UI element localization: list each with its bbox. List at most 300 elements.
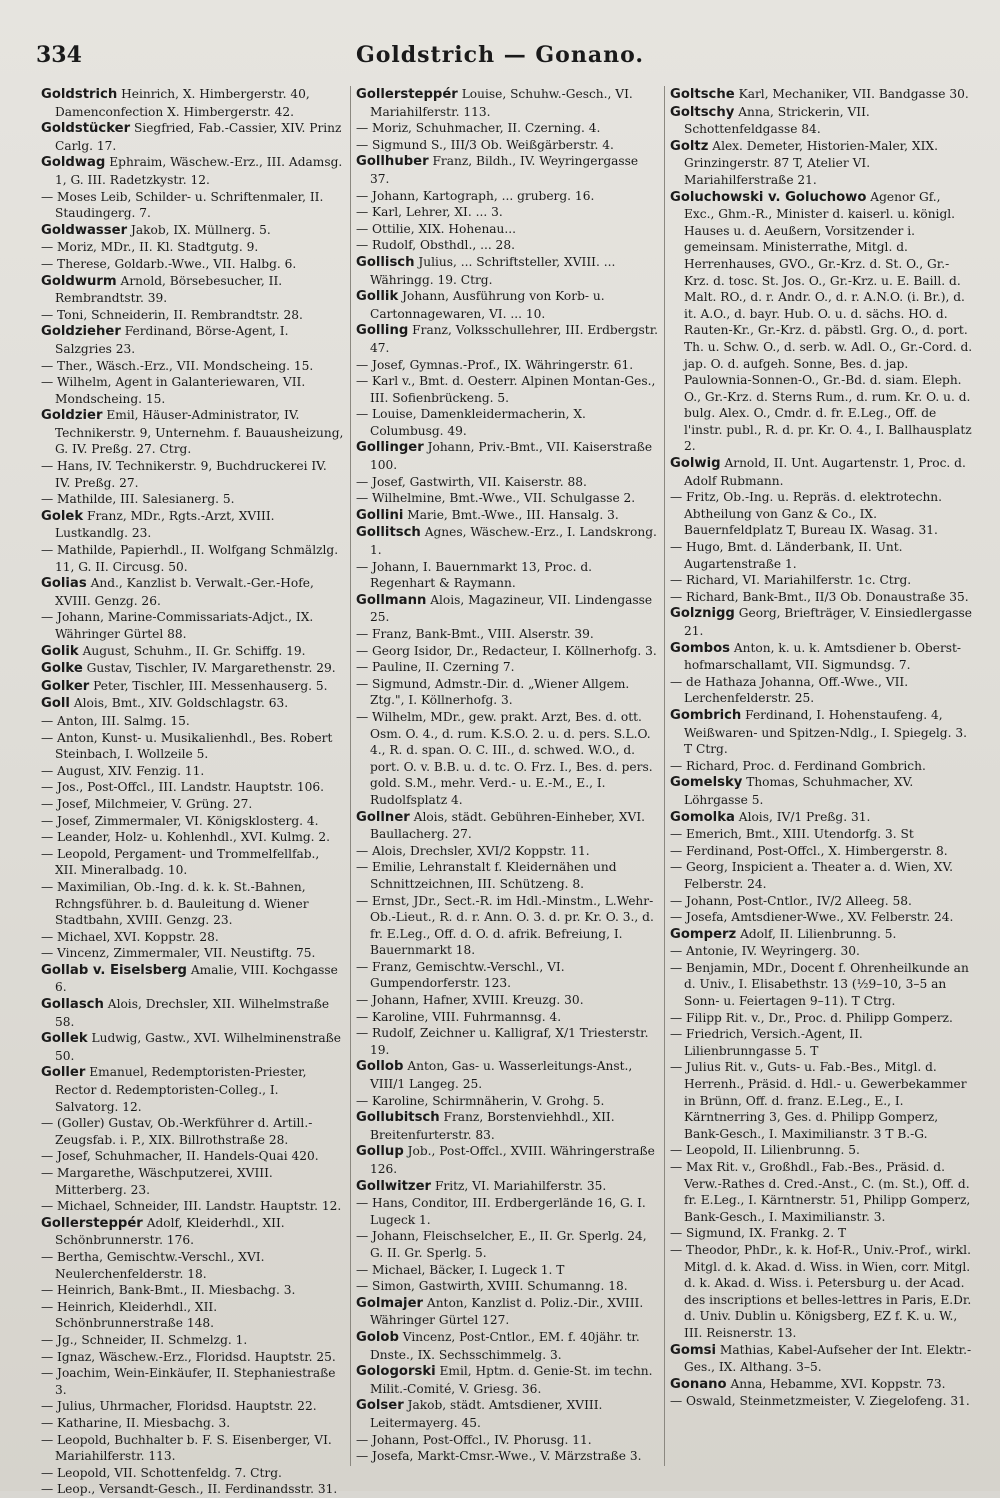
directory-entry	[356, 559, 659, 592]
directory-entry	[356, 1397, 659, 1431]
directory-entry	[670, 758, 973, 775]
entry-surname: Golmajer	[356, 1295, 424, 1311]
entry-details: — Filipp Rit. v., Dr., Proc. d. Philipp Gomperz.	[670, 1010, 953, 1025]
directory-entry	[41, 779, 345, 796]
entry-details: — Johann, Marine-Commissariats-Adjct., IX. Währinger Gürtel 88.	[41, 610, 314, 641]
entry-surname: Gollitsch	[356, 525, 421, 541]
directory-entry	[670, 1376, 973, 1394]
entry-surname: Goll	[41, 696, 70, 712]
entry-details: — Toni, Schneiderin, II. Rembrandtstr. 28.	[41, 307, 303, 322]
page-title: Goldstrich — Gonano.	[355, 42, 645, 68]
directory-entry	[356, 1025, 659, 1058]
entry-surname: Golik	[41, 643, 79, 659]
entry-surname: Golke	[41, 661, 83, 677]
directory-entry	[356, 86, 659, 120]
directory-entry	[41, 796, 345, 813]
directory-entry	[356, 322, 659, 356]
entry-surname: Gollab v. Eiselsberg	[41, 962, 187, 978]
directory-entry	[356, 221, 659, 238]
entry-details: — August, XIV. Fenzig. 11.	[41, 763, 205, 778]
directory-entry	[356, 643, 659, 660]
directory-entry	[41, 945, 345, 962]
directory-entry	[356, 1143, 659, 1177]
entry-details: Alois, IV/1 Preßg. 31.	[738, 809, 871, 824]
directory-entry	[356, 507, 659, 525]
entry-details: — Ther., Wäsch.-Erz., VII. Mondscheing. 15.	[41, 358, 314, 373]
entry-details: — Julius, Uhrmacher, Floridsd. Hauptstr. 22.	[41, 1399, 317, 1414]
entry-surname: Gombos	[670, 640, 730, 656]
entry-details: — Moses Leib, Schilder- u. Schriftenmaler, II. Staudingerg. 7.	[41, 189, 324, 221]
entry-details: — Julius Rit. v., Guts- u. Fab.-Bes., Mitgl. d. Herrenh., Präsid. d. Hdl.- u. Gewerbekammer in Brünn, Off. d. franz. E.Leg., E., I. Kärntnerring 3, Ges. d. Philipp Gomperz, Bank-Gesch., I. Maximilianstr. 3 T B.-G.	[670, 1060, 967, 1141]
directory-entry	[41, 1249, 345, 1282]
entry-details: — Josefa, Markt-Cmsr.-Wwe., V. Märzstraße 3.	[356, 1449, 642, 1464]
directory-entry	[356, 1278, 659, 1295]
entry-details: — Richard, VI. Mariahilferstr. 1c. Ctrg.	[670, 573, 912, 588]
entry-details: — Friedrich, Versich.-Agent, II. Lilienbrunngasse 5. T	[670, 1027, 863, 1058]
directory-entry	[356, 1178, 659, 1196]
entry-details: — Rudolf, Zeichner u. Kalligraf, X/1 Triesterstr. 19.	[356, 1026, 649, 1057]
entry-details: — Mathilde, III. Salesianerg. 5.	[41, 492, 235, 507]
directory-entry	[670, 843, 973, 860]
entry-surname: Gollersteppér	[356, 87, 458, 102]
entry-details: — Wilhelm, MDr., gew. prakt. Arzt, Bes. d. ott. Osm. O. 4., d. rum. K.S.O. 2. u. d. pers. S.L.O. 4., R. d. span. O. C. III., d. schwed. W.O., d. port. O. v. B.B. u. d. tc. O. Frz. I., Bes. d. pers. gold. S.M., mehr. Verd.- u. E.-M., E., I. Rudolfsplatz 4.	[356, 709, 653, 807]
directory-entry	[41, 678, 345, 696]
directory-entry	[41, 189, 345, 222]
entry-details: Fritz, VI. Mariahilferstr. 35.	[434, 1178, 607, 1193]
directory-entry	[41, 829, 345, 846]
directory-entry	[41, 374, 345, 407]
directory-entry	[670, 1225, 973, 1242]
entry-details: Adolf, Kleiderhdl., XII. Schönbrunnerstr. 176.	[55, 1215, 285, 1248]
directory-entry	[41, 1365, 345, 1398]
entry-details: Emanuel, Redemptoristen-Priester, Rector d. Redemptoristen-Colleg., I. Salvatorg. 12.	[55, 1065, 307, 1114]
entry-details: — Richard, Proc. d. Ferdinand Gombrich.	[670, 758, 926, 773]
directory-entry	[670, 640, 973, 674]
entry-details: Anton, Kanzlist d. Poliz.-Dir., XVIII. Währinger Gürtel 127.	[370, 1295, 644, 1328]
entry-details: Alois, Magazineur, VII. Lindengasse 25.	[370, 592, 653, 625]
directory-entry	[356, 188, 659, 205]
entry-surname: Golwig	[670, 456, 721, 472]
entry-details: — Johann, Hafner, XVIII. Kreuzg. 30.	[356, 993, 584, 1008]
entry-details: — Leopold, Pergament- und Trommelfellfab., XII. Mineralbadg. 10.	[41, 846, 320, 878]
entry-surname: Gollek	[41, 1031, 88, 1047]
directory-entry	[670, 539, 973, 572]
directory-entry	[41, 120, 345, 154]
entry-surname: Gollersteppér	[41, 1215, 143, 1231]
directory-entry	[41, 1332, 345, 1349]
directory-entry	[41, 1349, 345, 1366]
entry-details: August, Schuhm., II. Gr. Schiffg. 19.	[82, 643, 306, 658]
directory-entry	[41, 1148, 345, 1165]
entry-details: — Leopold, Buchhalter b. F. S. Eisenberger, VI. Mariahilferstr. 113.	[41, 1432, 332, 1464]
entry-surname: Golser	[356, 1398, 404, 1414]
directory-entry	[670, 909, 973, 926]
directory-entry	[356, 406, 659, 439]
entry-details: — Franz, Gemischtw.-Verschl., VI. Gumpendorferstr. 123.	[356, 959, 565, 991]
entry-surname: Gomelsky	[670, 775, 743, 791]
directory-entry	[356, 237, 659, 254]
directory-entry	[356, 992, 659, 1009]
entry-surname: Gollik	[356, 289, 399, 305]
entry-details: — Margarethe, Wäschputzerei, XVIII. Mitterberg. 23.	[41, 1166, 273, 1197]
directory-entry	[41, 1198, 345, 1215]
directory-entry	[41, 458, 345, 491]
entry-surname: Gollasch	[41, 997, 104, 1013]
directory-entry	[670, 489, 973, 539]
entry-surname: Goltz	[670, 138, 709, 154]
directory-entry	[41, 273, 345, 307]
entry-surname: Gologorski	[356, 1364, 436, 1380]
directory-entry	[670, 859, 973, 892]
entry-surname: Goldzieher	[41, 324, 121, 340]
page-number: 334	[36, 42, 82, 68]
entry-surname: Goldzier	[41, 408, 103, 424]
directory-entry	[670, 1010, 973, 1027]
directory-column-middle	[350, 86, 664, 1466]
entry-details: — Leop., Versandt-Gesch., II. Ferdinandsstr. 31.	[41, 1482, 338, 1497]
entry-details: — Josef, Gymnas.-Prof., IX. Währingerstr. 61.	[356, 357, 634, 372]
entry-details: — Karl, Lehrer, XI. ... 3.	[356, 205, 503, 220]
entry-details: Arnold, Börsebesucher, II. Rembrandtstr. 39.	[55, 273, 283, 306]
entry-surname: Goldwurm	[41, 273, 117, 289]
entry-details: — Emilie, Lehranstalt f. Kleidernähen und Schnittzeichnen, III. Schützeng. 8.	[356, 860, 617, 891]
directory-entry	[41, 713, 345, 730]
entry-surname: Golek	[41, 508, 84, 524]
entry-details: Adolf, II. Lilienbrunng. 5.	[740, 926, 897, 941]
directory-entry	[41, 763, 345, 780]
directory-entry	[670, 104, 973, 138]
directory-entry	[41, 695, 345, 713]
entry-details: — Therese, Goldarb.-Wwe., VII. Halbg. 6.	[41, 256, 297, 271]
entry-details: — Josef, Milchmeier, V. Grüng. 27.	[41, 796, 253, 811]
entry-details: — Ignaz, Wäschew.-Erz., Floridsd. Hauptstr. 25.	[41, 1349, 336, 1364]
entry-details: Franz, Borstenviehhdl., XII. Breitenfurterstr. 83.	[370, 1110, 615, 1142]
entry-details: — Joachim, Wein-Einkäufer, II. Stephaniestraße 3.	[41, 1366, 336, 1397]
directory-entry	[41, 542, 345, 575]
entry-surname: Goldstücker	[41, 121, 131, 137]
entry-details: — Richard, Bank-Bmt., II/3 Ob. Donaustraße 35.	[670, 589, 969, 604]
directory-entry	[41, 239, 345, 256]
entry-details: Anton, k. u. k. Amtsdiener b. Oberst-hofmarschallamt, VII. Sigmundsg. 7.	[684, 640, 962, 673]
entry-details: — Pauline, II. Czerning 7.	[356, 660, 515, 675]
entry-details: — Georg, Inspicient a. Theater a. d. Wien, XV. Felberstr. 24.	[670, 860, 953, 891]
directory-entry	[41, 491, 345, 508]
directory-entry	[41, 508, 345, 542]
directory-entry	[356, 254, 659, 288]
entry-details: — Hans, IV. Technikerstr. 9, Buchdruckerei IV. IV. Preßg. 27.	[41, 459, 327, 490]
directory-entry	[41, 1030, 345, 1064]
entry-details: — Maximilian, Ob.-Ing. d. k. k. St.-Bahnen, Rchngsführer. b. d. Bauleitung d. Wiener Stadtbahn, XVIII. Genzg. 23.	[41, 879, 309, 928]
directory-entry	[670, 138, 973, 189]
directory-entry	[670, 589, 973, 606]
directory-entry	[41, 1165, 345, 1198]
directory-entry	[356, 626, 659, 643]
entry-surname: Golker	[41, 678, 90, 694]
directory-entry	[670, 1242, 973, 1342]
directory-entry	[670, 1159, 973, 1225]
directory-entry	[356, 676, 659, 709]
directory-entry	[41, 1282, 345, 1299]
entry-details: — Johann, Post-Cntlor., IV/2 Alleeg. 58.	[670, 893, 912, 908]
entry-details: Alois, Drechsler, XII. Wilhelmstraße 58.	[55, 997, 330, 1029]
entry-details: — Karl v., Bmt. d. Oesterr. Alpinen Montan-Ges., III. Sofienbrückeng. 5.	[356, 374, 656, 405]
entry-details: — Bertha, Gemischtw.-Verschl., XVI. Neulerchenfelderstr. 18.	[41, 1249, 265, 1281]
entry-surname: Gollner	[356, 809, 410, 825]
directory-entry	[41, 660, 345, 678]
directory-entry	[41, 846, 345, 879]
directory-entry	[356, 120, 659, 137]
entry-details: Anna, Strickerin, VII. Schottenfeldgasse 84.	[684, 104, 870, 137]
entry-details: — Antonie, IV. Weyringerg. 30.	[670, 944, 860, 959]
directory-entry	[41, 813, 345, 830]
directory-entry	[41, 609, 345, 642]
entry-details: — Rudolf, Obsthdl., ... 28.	[356, 238, 515, 253]
directory-entry	[356, 959, 659, 992]
directory-entry	[356, 137, 659, 154]
directory-entry	[356, 1195, 659, 1228]
entry-details: Ferdinand, I. Hohenstaufeng. 4, Weißwaren- und Spitzen-Ndlg., I. Spiegelg. 3. T Ctrg.	[684, 707, 967, 757]
directory-entry	[356, 1363, 659, 1397]
entry-details: — Sigmund, Admstr.-Dir. d. „Wiener Allgem. Ztg.", I. Köllnerhofg. 3.	[356, 676, 630, 708]
entry-surname: Golznigg	[670, 606, 735, 622]
entry-details: Louise, Schuhw.-Gesch., VI. Mariahilferstr. 113.	[370, 87, 633, 119]
entry-details: Siegfried, Fab.-Cassier, XIV. Prinz Carlg. 17.	[55, 121, 342, 153]
directory-entry	[356, 204, 659, 221]
directory-entry	[41, 1215, 345, 1249]
directory-entry	[670, 1059, 973, 1142]
entry-surname: Golob	[356, 1329, 399, 1345]
entry-details: — Josefa, Amtsdiener-Wwe., XV. Felberstr. 24.	[670, 910, 954, 925]
entry-details: — Karoline, Schirmnäherin, V. Grohg. 5.	[356, 1093, 605, 1108]
directory-entry	[670, 707, 973, 758]
directory-entry	[356, 474, 659, 491]
directory-entry	[41, 879, 345, 929]
directory-entry	[356, 1009, 659, 1026]
entry-details: Mathias, Kabel-Aufseher der Int. Elektr.-Ges., IX. Althang. 3–5.	[684, 1342, 972, 1375]
directory-entry	[41, 996, 345, 1030]
directory-entry	[41, 86, 345, 120]
entry-details: — Moriz, MDr., II. Kl. Stadtgutg. 9.	[41, 240, 259, 255]
directory-entry	[41, 307, 345, 324]
entry-details: Agenor Gf., Exc., Ghm.-R., Minister d. kaiserl. u. königl. Hauses u. d. Aeußern, Vorsitzender i. gemeinsam. Ministerrathe, Mitgl. d. Herrenhauses, GVO., Gr.-Krz. d. St. O., Gr.-Krz. d. tosc. St. Jos. O., Gr.-Krz. u. E. Baill. d. Malt. RO., d. r. Andr. O., d. r. A.N.O. (i. Br.), d. it. A.O., d. bayr. Hub. O. u. d. sächs. HO. d. Rauten-Kr., Gr.-Krz. d. päbstl. Grg. O., d. port. Th. u. Schw. O., d. serb. w. Adl. O., Gr.-Cord. d. jap. O. d. aufgeh. Sonne, Bes. d. jap. Paulownia-Sonnen-O., Gr.-Bd. d. siam. Eleph. O., Gr.-Krz. d. Sterns Rum., d. rum. Kr. O. u. d. bulg. Alex. O., Cmdr. d. fr. E.Leg., Off. de l'instr. publ., R. d. pr. Kr. O. 4., I. Ballhausplatz 2.	[684, 189, 973, 454]
directory-entry	[41, 1398, 345, 1415]
entry-details: — Georg Isidor, Dr., Redacteur, I. Köllnerhofg. 3.	[356, 643, 657, 658]
entry-details: Julius, ... Schriftsteller, XVIII. ... Währingg. 19. Ctrg.	[370, 254, 616, 287]
directory-entry	[41, 1064, 345, 1115]
directory-entry	[356, 1262, 659, 1279]
directory-entry	[670, 926, 973, 944]
directory-entry	[670, 1026, 973, 1059]
entry-details: Franz, MDr., Rgts.-Arzt, XVIII. Lustkandlg. 23.	[55, 508, 275, 541]
entry-surname: Goluchowski v. Goluchowo	[670, 189, 867, 205]
entry-details: — Alois, Drechsler, XVI/2 Koppstr. 11.	[356, 843, 590, 858]
entry-details: Jakob, IX. Müllnerg. 5.	[130, 222, 271, 237]
entry-details: Franz, Volksschullehrer, III. Erdbergstr. 47.	[370, 323, 659, 355]
directory-entry	[356, 859, 659, 892]
entry-surname: Gollinger	[356, 440, 424, 456]
entry-details: And., Kanzlist b. Verwalt.-Ger.-Hofe, XVIII. Genzg. 26.	[55, 576, 314, 608]
directory-entry	[41, 929, 345, 946]
directory-entry	[670, 189, 973, 456]
entry-details: Emil, Hptm. d. Genie-St. im techn. Milit.-Comité, V. Griesg. 36.	[370, 1364, 653, 1396]
entry-details: Anna, Hebamme, XVI. Koppstr. 73.	[730, 1376, 946, 1391]
entry-details: Alois, Bmt., XIV. Goldschlagstr. 63.	[73, 696, 289, 711]
entry-details: — Wilhelm, Agent in Galanteriewaren, VII. Mondscheing. 15.	[41, 375, 306, 406]
entry-details: — Michael, Schneider, III. Landstr. Hauptstr. 12.	[41, 1199, 342, 1214]
entry-details: Johann, Priv.-Bmt., VII. Kaiserstraße 100.	[370, 440, 653, 473]
entry-details: — Johann, Kartograph, ... gruberg. 16.	[356, 188, 595, 203]
entry-details: — Jg., Schneider, II. Schmelzg. 1.	[41, 1332, 248, 1347]
directory-entry	[356, 1058, 659, 1092]
entry-surname: Gollini	[356, 507, 404, 523]
entry-surname: Goller	[41, 1065, 86, 1081]
entry-details: Amalie, VIII. Kochgasse 6.	[55, 962, 338, 995]
entry-details: — Wilhelmine, Bmt.-Wwe., VII. Schulgasse 2.	[356, 491, 636, 506]
directory-entry	[41, 256, 345, 273]
entry-details: — Franz, Bank-Bmt., VIII. Alserstr. 39.	[356, 627, 594, 641]
entry-details: Thomas, Schuhmacher, XV. Löhrgasse 5.	[684, 775, 914, 807]
entry-details: — Ferdinand, Post-Offcl., X. Himbergerstr. 8.	[670, 843, 948, 858]
entry-details: — Johann, I. Bauernmarkt 13, Proc. d. Regenhart & Raymann.	[356, 559, 593, 591]
entry-surname: Gollubitsch	[356, 1110, 440, 1126]
directory-entry	[356, 490, 659, 507]
directory-entry	[356, 357, 659, 374]
entry-details: — (Goller) Gustav, Ob.-Werkführer d. Artill.-Zeugsfab. i. P., XIX. Billrothstraße 28.	[41, 1116, 313, 1147]
directory-entry	[41, 323, 345, 357]
entry-details: Jakob, städt. Amtsdiener, XVIII. Leitermayerg. 45.	[370, 1398, 603, 1430]
directory-entry	[41, 643, 345, 661]
directory-entry	[41, 407, 345, 458]
entry-details: Heinrich, X. Himbergerstr. 40, Damenconfection X. Himbergerstr. 42.	[55, 87, 310, 119]
page-header	[28, 40, 972, 80]
directory-entry	[41, 730, 345, 763]
directory-entry	[670, 1393, 973, 1410]
directory-entry	[41, 222, 345, 240]
entry-details: Arnold, II. Unt. Augartenstr. 1, Proc. d. Adolf Rubmann.	[684, 456, 966, 488]
entry-details: Ferdinand, Börse-Agent, I. Salzgries 23.	[55, 324, 289, 356]
entry-details: — Simon, Gastwirth, XVIII. Schumanng. 18.	[356, 1279, 628, 1294]
directory-entry	[356, 659, 659, 676]
entry-details: Gustav, Tischler, IV. Margarethenstr. 29.	[86, 661, 336, 676]
entry-details: Marie, Bmt.-Wwe., III. Hansalg. 3.	[407, 507, 619, 522]
entry-surname: Goldwasser	[41, 222, 128, 238]
directory-entry	[670, 893, 973, 910]
entry-details: — Heinrich, Bank-Bmt., II. Miesbachg. 3.	[41, 1283, 296, 1298]
entry-surname: Gollwitzer	[356, 1178, 432, 1194]
directory-entry	[356, 439, 659, 473]
entry-surname: Gollmann	[356, 592, 427, 608]
directory-entry	[41, 1465, 345, 1482]
entry-details: Emil, Häuser-Administrator, IV. Technikerstr. 9, Unternehm. f. Bauausheizung, G. IV. Preßg. 27. Ctrg.	[55, 408, 344, 457]
directory-entry	[41, 1115, 345, 1148]
directory-entry	[670, 809, 973, 827]
directory-entry	[41, 1481, 345, 1498]
directory-entry	[670, 455, 973, 489]
directory-entry	[356, 288, 659, 322]
directory-entry	[356, 524, 659, 558]
entry-details: — Heinrich, Kleiderhdl., XII. Schönbrunnerstraße 148.	[41, 1299, 218, 1331]
directory-entry	[356, 1329, 659, 1363]
entry-details: — Benjamin, MDr., Docent f. Ohrenheilkunde an d. Univ., I. Elisabethstr. 13 (½9–10, 3–5 an Sonn- u. Feiertagen 9–11). T Ctrg.	[670, 960, 969, 1009]
entry-surname: Golias	[41, 576, 87, 592]
directory-entry	[356, 1432, 659, 1449]
entry-details: — Johann, Post-Offcl., IV. Phorusg. 11.	[356, 1432, 592, 1447]
directory-entry	[356, 1109, 659, 1143]
entry-details: — Fritz, Ob.-Ing. u. Repräs. d. elektrotechn. Abtheilung von Ganz & Co., IX. Bauernfeldplatz T, Bureau IX. Wasag. 31.	[670, 490, 943, 538]
entry-details: — de Hathaza Johanna, Off.-Wwe., VII. Lerchenfelderstr. 25.	[670, 674, 909, 706]
directory-entry	[356, 1093, 659, 1110]
entry-details: — Oswald, Steinmetzmeister, V. Ziegelofeng. 31.	[670, 1394, 970, 1409]
entry-details: — Ernst, JDr., Sect.-R. im Hdl.-Minstm., L.Wehr-Ob.-Lieut., R. d. r. Ann. O. 3. d. pr. Kr. O. 3., d. fr. E.Leg., Off. d. O. d. afrik. Befreiung, I. Bauernmarkt 18.	[356, 893, 654, 958]
entry-details: — Ottilie, XIX. Hohenau...	[356, 221, 517, 236]
entry-details: Karl, Mechaniker, VII. Bandgasse 30.	[738, 87, 969, 101]
entry-details: — Michael, Bäcker, I. Lugeck 1. T	[356, 1262, 565, 1277]
entry-details: — Karoline, VIII. Fuhrmannsg. 4.	[356, 1009, 562, 1024]
entry-details: — Leopold, VII. Schottenfeldg. 7. Ctrg.	[41, 1465, 282, 1480]
entry-details: — Mathilde, Papierhdl., II. Wolfgang Schmälzlg. 11, G. II. Circusg. 50.	[41, 543, 339, 574]
entry-surname: Gollup	[356, 1144, 404, 1160]
entry-details: Ephraim, Wäschew.-Erz., III. Adamsg. 1, G. III. Radetzkystr. 12.	[55, 155, 343, 187]
entry-details: — Leander, Holz- u. Kohlenhdl., XVI. Kulmg. 2.	[41, 830, 331, 845]
entry-details: — Theodor, PhDr., k. k. Hof-R., Univ.-Prof., wirkl. Mitgl. d. k. Akad. d. Wiss. in Wien, corr. Mitgl. d. k. Akad. d. Wiss. i. Petersburg u. der Acad. des inscriptions et belles-lettres in Paris, E.Dr. d. Univ. Dublin u. Königsberg, EZ f. K. u. W., III. Reisnerstr. 13.	[670, 1242, 972, 1340]
directory-column-left	[36, 86, 350, 1497]
directory-entry	[670, 774, 973, 808]
entry-surname: Goldwag	[41, 155, 106, 171]
entry-details: — Hans, Conditor, III. Erdbergerlände 16, G. I. Lugeck 1.	[356, 1196, 646, 1227]
directory-entry	[356, 153, 659, 187]
directory-entry	[670, 572, 973, 589]
directory-entry	[356, 809, 659, 843]
entry-details: — Sigmund S., III/3 Ob. Weißgärberstr. 4.	[356, 137, 614, 152]
directory-entry	[356, 373, 659, 406]
directory-entry	[670, 826, 973, 843]
entry-details: Agnes, Wäschew.-Erz., I. Landskrong. 1.	[370, 525, 657, 558]
directory-entry	[41, 154, 345, 188]
entry-details: — Josef, Gastwirth, VII. Kaiserstr. 88.	[356, 474, 587, 489]
entry-details: — Vincenz, Zimmermaler, VII. Neustiftg. 75.	[41, 946, 316, 961]
entry-surname: Goldstrich	[41, 87, 118, 102]
directory-column-right	[664, 86, 978, 1466]
entry-details: — Anton, III. Salmg. 15.	[41, 713, 190, 728]
directory-entry	[670, 960, 973, 1010]
entry-details: — Josef, Schuhmacher, II. Handels-Quai 420.	[41, 1149, 319, 1164]
directory-entry	[41, 575, 345, 609]
entry-surname: Gomsi	[670, 1342, 716, 1358]
entry-details: — Katharine, II. Miesbachg. 3.	[41, 1415, 231, 1430]
directory-entry	[41, 1432, 345, 1465]
directory-entry	[41, 1299, 345, 1332]
entry-details: Johann, Ausführung von Korb- u. Cartonnagewaren, VI. ... 10.	[370, 289, 605, 321]
directory-entry	[41, 962, 345, 996]
directory-entry	[670, 1142, 973, 1159]
entry-details: — Emerich, Bmt., XIII. Utendorfg. 3. St	[670, 827, 914, 842]
entry-surname: Golling	[356, 323, 409, 339]
entry-surname: Gombrich	[670, 707, 742, 723]
directory-entry	[670, 605, 973, 639]
entry-details: Vincenz, Post-Cntlor., EM. f. 40jähr. tr. Dnste., IX. Sechsschimmelg. 3.	[370, 1329, 640, 1362]
directory-entry	[670, 86, 973, 104]
directory-entry	[356, 1295, 659, 1329]
directory-entry	[356, 893, 659, 959]
entry-details: — Louise, Damenkleidermacherin, X. Columbusg. 49.	[356, 407, 586, 438]
entry-details: Alois, städt. Gebühren-Einheber, XVI. Baullacherg. 27.	[370, 809, 646, 842]
directory-entry	[670, 674, 973, 707]
entry-details: Peter, Tischler, III. Messenhauserg. 5.	[93, 678, 328, 693]
entry-details: — Leopold, II. Lilienbrunng. 5.	[670, 1143, 860, 1158]
entry-details: — Sigmund, IX. Frankg. 2. T	[670, 1226, 847, 1241]
entry-surname: Gonano	[670, 1376, 727, 1392]
entry-details: Ludwig, Gastw., XVI. Wilhelminenstraße 50.	[55, 1031, 341, 1063]
